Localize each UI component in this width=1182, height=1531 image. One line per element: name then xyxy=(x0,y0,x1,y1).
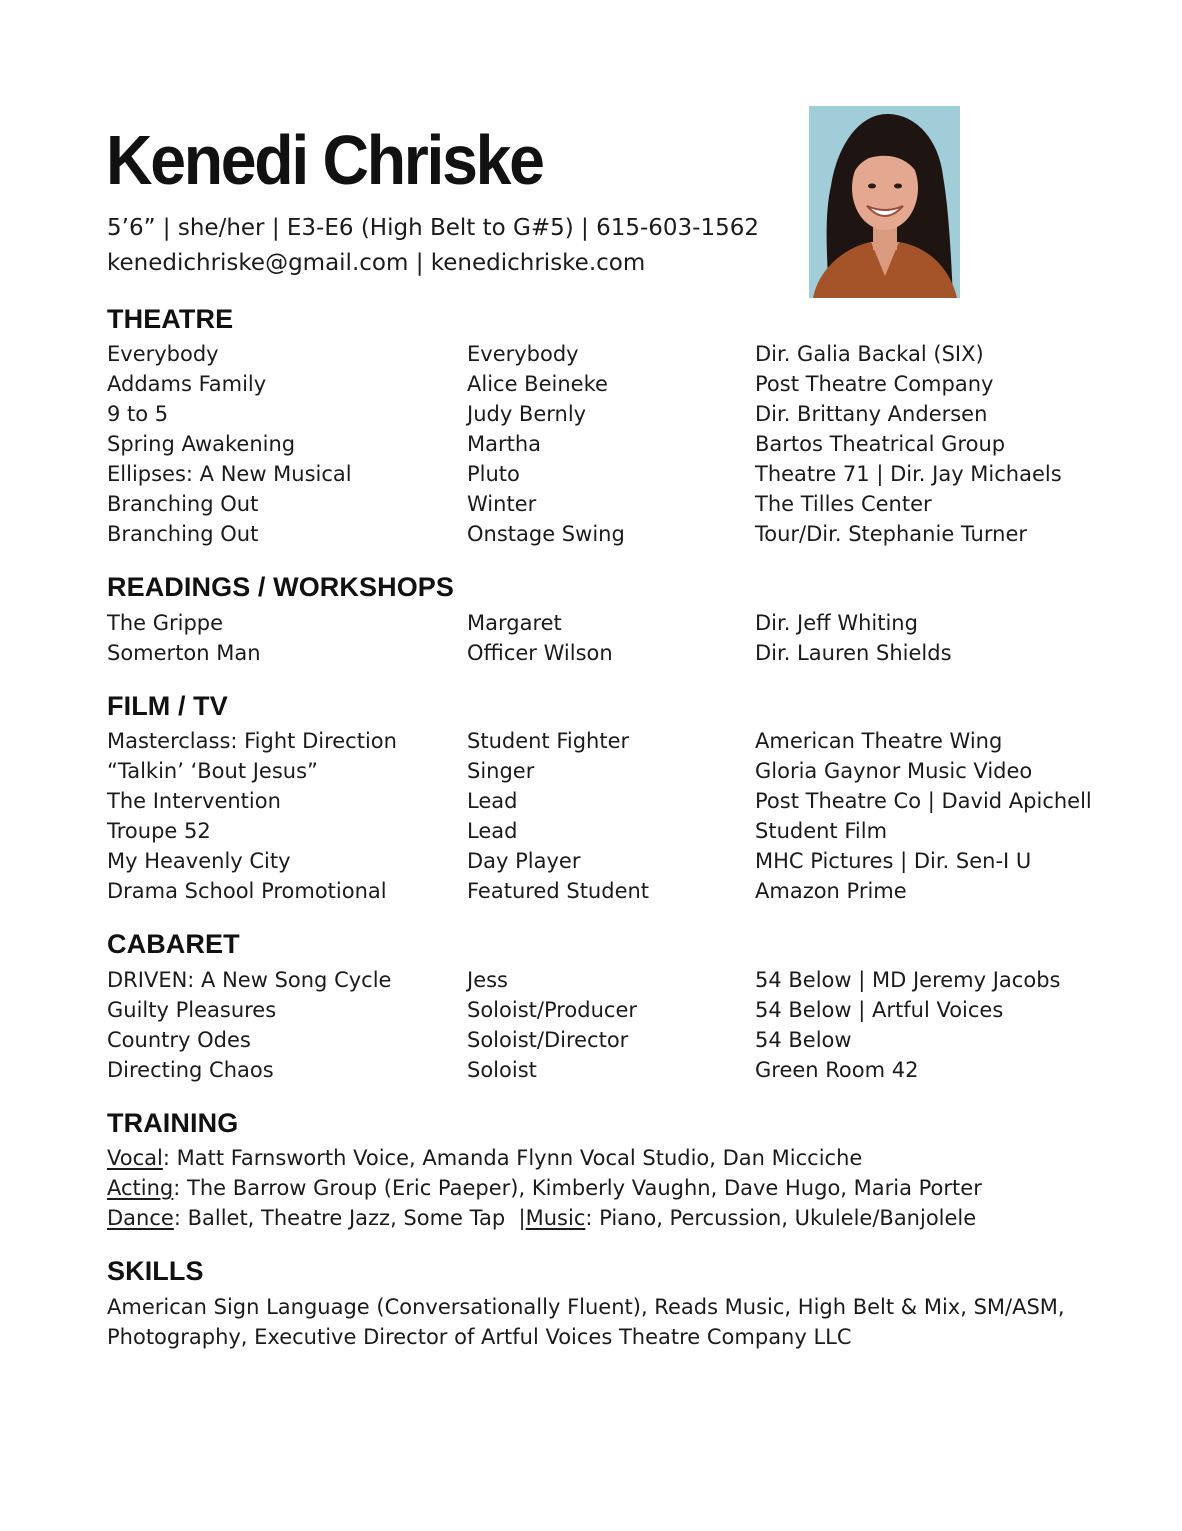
show-title: 9 to 5 xyxy=(107,402,169,426)
show-title: Ellipses: A New Musical xyxy=(107,462,352,486)
role: Everybody xyxy=(467,342,579,366)
acting-label: Acting xyxy=(107,1176,174,1200)
venue-director: Theatre 71 | Dir. Jay Michaels xyxy=(755,462,1062,486)
vocal-text: : Matt Farnsworth Voice, Amanda Flynn Vocal Studio, Dan Micciche xyxy=(162,1146,863,1170)
role: Day Player xyxy=(467,849,581,873)
role: Jess xyxy=(467,968,508,992)
venue-director: Dir. Galia Backal (SIX) xyxy=(755,342,984,366)
production: Amazon Prime xyxy=(755,879,907,903)
production: MHC Pictures | Dir. Sen-I U xyxy=(755,849,1032,873)
cabaret-row xyxy=(0,1055,1182,1085)
headshot-icon xyxy=(809,106,960,298)
show-title: Country Odes xyxy=(107,1028,251,1052)
theatre-row xyxy=(0,399,1182,429)
role: Soloist/Producer xyxy=(467,998,637,1022)
project-title: “Talkin’ ‘Bout Jesus” xyxy=(107,759,318,783)
role: Student Fighter xyxy=(467,729,630,753)
acting-text: : The Barrow Group (Eric Paeper), Kimberly Vaughn, Dave Hugo, Maria Porter xyxy=(173,1176,982,1200)
show-title: Directing Chaos xyxy=(107,1058,274,1082)
theatre-row xyxy=(0,519,1182,549)
project-title: My Heavenly City xyxy=(107,849,291,873)
show-title: Branching Out xyxy=(107,522,259,546)
resume-name: Kenedi Chriske xyxy=(106,121,543,199)
venue-director: Dir. Jeff Whiting xyxy=(755,611,918,635)
film-row xyxy=(0,876,1182,906)
production: Student Film xyxy=(755,819,888,843)
venue: 54 Below xyxy=(755,1028,852,1052)
role: Soloist xyxy=(467,1058,537,1082)
film-row xyxy=(0,726,1182,756)
music-label: Music xyxy=(525,1206,586,1230)
theatre-row xyxy=(0,339,1182,369)
readings-heading: READINGS / WORKSHOPS xyxy=(107,572,455,602)
venue: Green Room 42 xyxy=(755,1058,919,1082)
training-vocal xyxy=(107,1143,862,1173)
theatre-row xyxy=(0,489,1182,519)
cabaret-row xyxy=(0,965,1182,995)
venue: 54 Below | Artful Voices xyxy=(755,998,1004,1022)
role: Winter xyxy=(467,492,537,516)
readings-row xyxy=(0,608,1182,638)
vocal-label: Vocal xyxy=(107,1146,163,1170)
role: Lead xyxy=(467,819,518,843)
skills-line: Photography, Executive Director of Artful Voices Theatre Company LLC xyxy=(107,1325,852,1349)
theatre-row xyxy=(0,459,1182,489)
show-title: The Grippe xyxy=(107,611,224,635)
venue-director: Post Theatre Company xyxy=(755,372,994,396)
contact-line-email-website: kenedichriske@gmail.com | kenedichriske.com xyxy=(107,250,646,276)
dance-label: Dance xyxy=(107,1206,174,1230)
film-row xyxy=(0,846,1182,876)
show-title: Spring Awakening xyxy=(107,432,296,456)
training-acting xyxy=(107,1173,982,1203)
project-title: Troupe 52 xyxy=(107,819,211,843)
theatre-heading: THEATRE xyxy=(107,304,234,334)
show-title: Branching Out xyxy=(107,492,259,516)
film-row xyxy=(0,816,1182,846)
role: Judy Bernly xyxy=(467,402,587,426)
show-title: Somerton Man xyxy=(107,641,261,665)
project-title: The Intervention xyxy=(107,789,281,813)
show-title: Guilty Pleasures xyxy=(107,998,277,1022)
film-tv-heading: FILM / TV xyxy=(107,691,228,721)
venue-director: Bartos Theatrical Group xyxy=(755,432,1006,456)
contact-line-details: 5’6” | she/her | E3-E6 (High Belt to G#5) | 615-603-1562 xyxy=(107,215,760,241)
skills-heading: SKILLS xyxy=(107,1256,204,1286)
cabaret-heading: CABARET xyxy=(107,929,240,959)
role: Pluto xyxy=(467,462,520,486)
cabaret-row xyxy=(0,1025,1182,1055)
role: Alice Beineke xyxy=(467,372,608,396)
role: Featured Student xyxy=(467,879,650,903)
role: Margaret xyxy=(467,611,562,635)
role: Singer xyxy=(467,759,535,783)
readings-row xyxy=(0,638,1182,668)
venue-director: Dir. Lauren Shields xyxy=(755,641,952,665)
venue-director: The Tilles Center xyxy=(755,492,932,516)
skills-line: American Sign Language (Conversationally Fluent), Reads Music, High Belt & Mix, SM/ASM, xyxy=(107,1295,1065,1319)
venue-director: Dir. Brittany Andersen xyxy=(755,402,988,426)
headshot-photo xyxy=(809,106,960,298)
music-text: : Piano, Percussion, Ukulele/Banjolele xyxy=(585,1206,977,1230)
venue-director: Tour/Dir. Stephanie Turner xyxy=(755,522,1027,546)
role: Officer Wilson xyxy=(467,641,613,665)
show-title: Everybody xyxy=(107,342,219,366)
show-title: DRIVEN: A New Song Cycle xyxy=(107,968,392,992)
role: Martha xyxy=(467,432,542,456)
show-title: Addams Family xyxy=(107,372,267,396)
cabaret-row xyxy=(0,995,1182,1025)
role: Lead xyxy=(467,789,518,813)
venue: 54 Below | MD Jeremy Jacobs xyxy=(755,968,1061,992)
production: Gloria Gaynor Music Video xyxy=(755,759,1033,783)
role: Soloist/Director xyxy=(467,1028,629,1052)
training-heading: TRAINING xyxy=(107,1108,239,1138)
production: American Theatre Wing xyxy=(755,729,1003,753)
film-row xyxy=(0,786,1182,816)
project-title: Masterclass: Fight Direction xyxy=(107,729,397,753)
film-row xyxy=(0,756,1182,786)
training-dance-music xyxy=(107,1203,976,1233)
dance-text: : Ballet, Theatre Jazz, Some Tap | xyxy=(173,1206,526,1230)
theatre-row xyxy=(0,429,1182,459)
production: Post Theatre Co | David Apichell xyxy=(755,789,1092,813)
project-title: Drama School Promotional xyxy=(107,879,387,903)
theatre-row xyxy=(0,369,1182,399)
role: Onstage Swing xyxy=(467,522,625,546)
